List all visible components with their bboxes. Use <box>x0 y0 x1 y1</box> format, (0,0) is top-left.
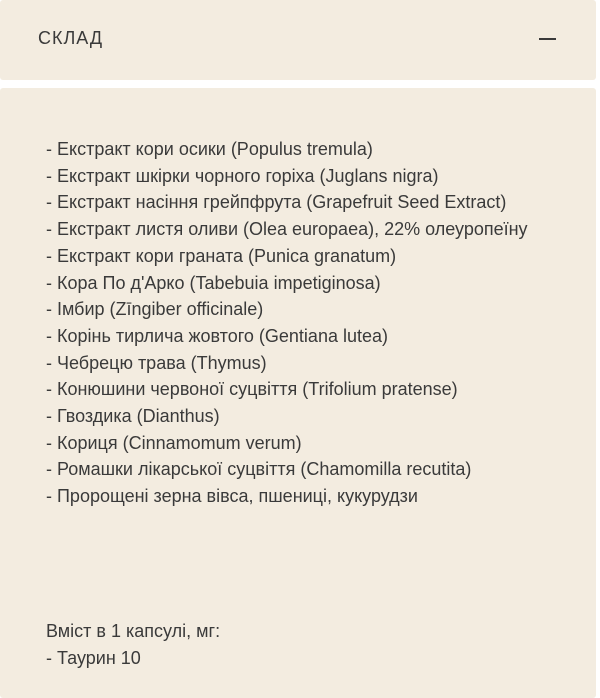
ingredient-item: - Кора По д'Арко (Tabebuia impetiginosa) <box>46 272 381 293</box>
ingredient-item: - Корінь тирлича жовтого (Gentiana lutea) <box>46 325 388 346</box>
ingredient-item: - Чебрецю трава (Thymus) <box>46 352 267 373</box>
collapse-toggle-button[interactable] <box>528 24 568 56</box>
ingredient-item: - Екстракт листя оливи (Olea europaea), 22% олеуропеїну <box>46 219 528 240</box>
ingredient-item: - Конюшини червоної суцвіття (Trifolium pratense) <box>46 379 458 400</box>
ingredients-list <box>46 136 556 510</box>
accordion-content <box>0 88 596 698</box>
ingredient-item: - Кориця (Cinnamomum verum) <box>46 432 302 453</box>
ingredient-item: - Пророщені зерна вівса, пшениці, кукурудзи <box>46 486 418 507</box>
capsule-item: - Таурин 10 <box>46 647 141 668</box>
ingredient-item: - Імбир (Zīngiber officinale) <box>46 299 264 320</box>
ingredient-item: - Гвоздика (Dianthus) <box>46 406 220 427</box>
ingredient-item: - Екстракт кори граната (Punica granatum) <box>46 245 397 266</box>
ingredient-item: - Ромашки лікарської суцвіття (Chamomilla recutita) <box>46 459 472 480</box>
ingredient-item: - Екстракт шкірки чорного горіха (Juglans nigra) <box>46 165 439 186</box>
ingredient-item: - Екстракт насіння грейпфрута (Grapefruit Seed Extract) <box>46 192 507 213</box>
section-title: СКЛАД <box>38 28 104 48</box>
capsule-heading: Вміст в 1 капсулі, мг: <box>46 621 221 641</box>
accordion-header[interactable] <box>0 0 596 80</box>
capsule-content <box>46 618 556 671</box>
minus-icon[interactable] <box>539 38 556 40</box>
ingredient-item: - Екстракт кори осики (Populus tremula) <box>46 139 373 159</box>
